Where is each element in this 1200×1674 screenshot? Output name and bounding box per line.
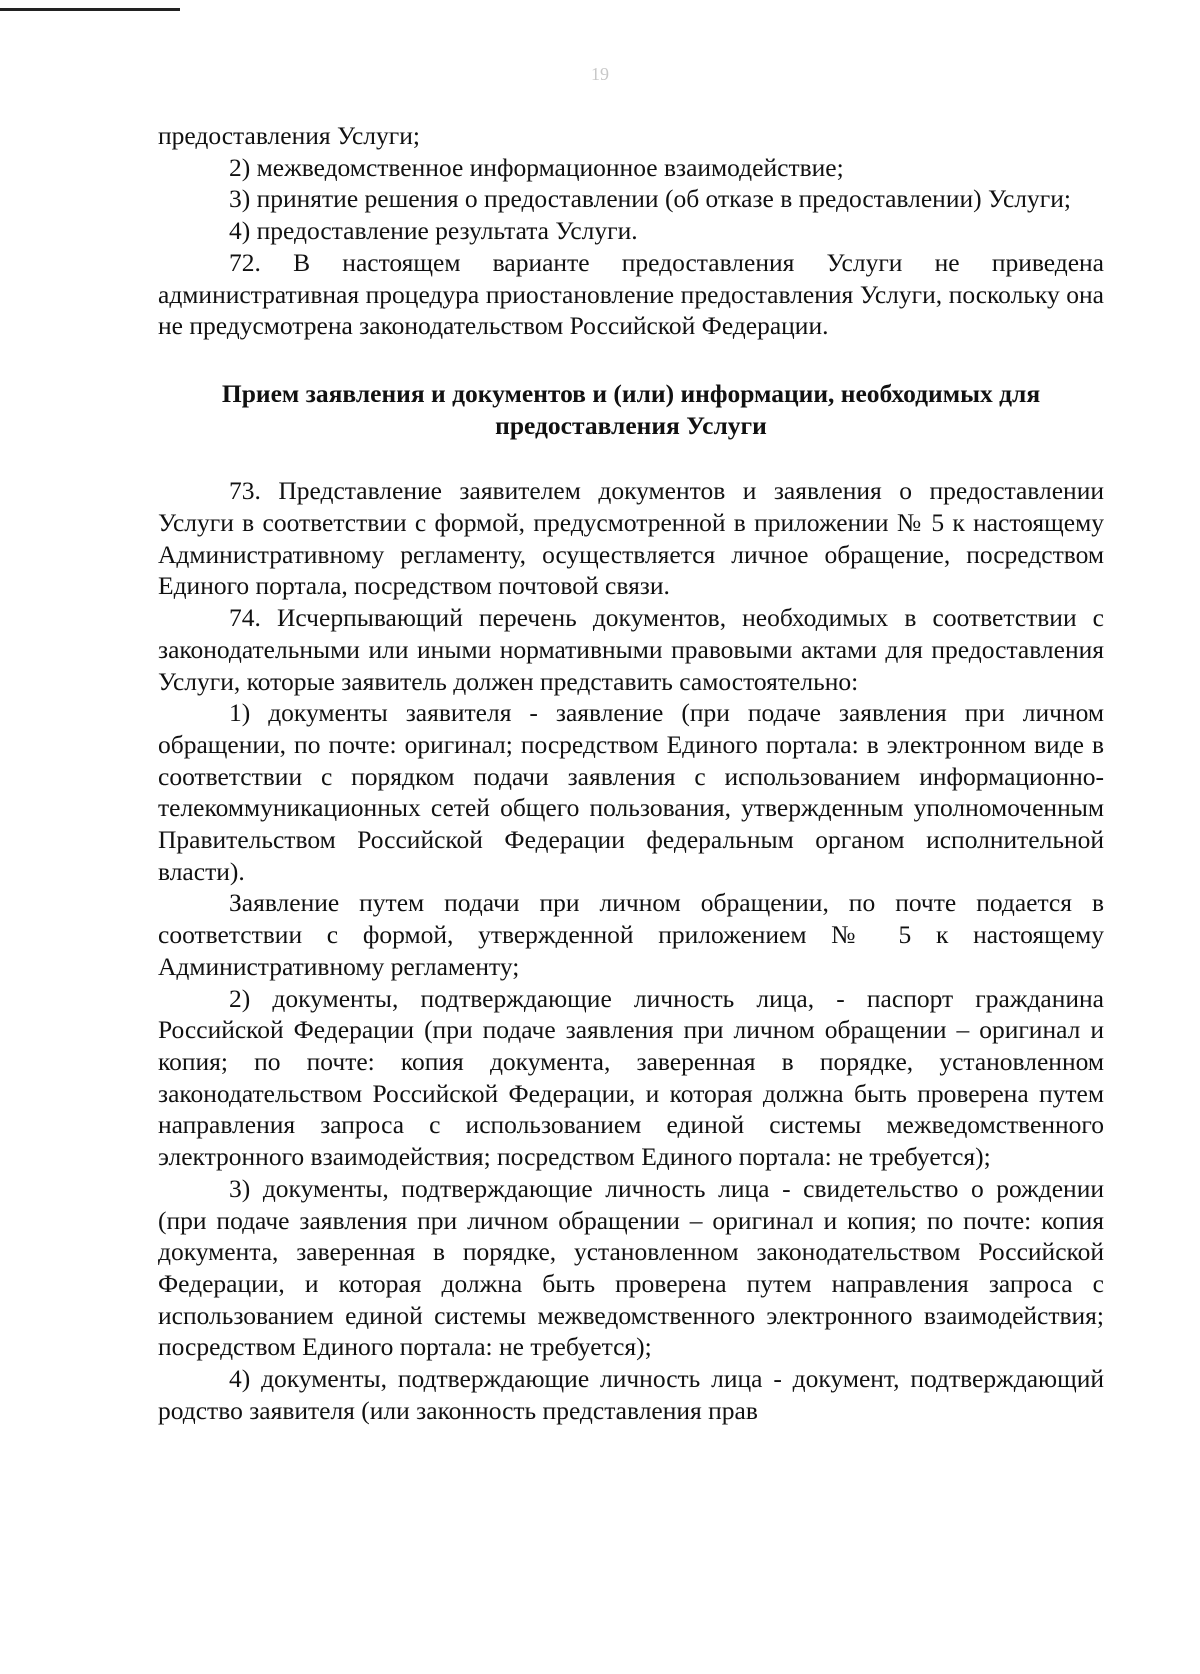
list-item-2-passport: 2) документы, подтверждающие личность лица, - паспорт гражданина Российской Федерации (при подаче заявления при личном обращении – оригинал и копия; по почте: копия документа, заверенная в порядке, установленном законодательством Российской Федерации, и которая должна быть проверена путем направления запроса с использованием единой системы межведомственного электронного взаимодействия; посредством Единого портала: не требуется); [158,983,1104,1172]
paragraph-73: 73. Представление заявителем документов и заявления о предоставлении Услуги в соответствии с формой, предусмотренной в приложении № 5 к настоящему Административному регламенту, осуществляется личное обращение, посредством Единого портала, посредством почтовой связи. [158,476,1104,601]
paragraph-72: 72. В настоящем варианте предоставления Услуги не приведена административная процедура приостановление предоставления Услуги, поскольку она не предусмотрена законодательством Российской Федерации. [158,247,1104,341]
list-item-result: 4) предоставление результата Услуги. [229,216,638,246]
top-rule [0,8,180,11]
document-body [158,120,1104,1426]
list-item-1-application: 1) документы заявителя - заявление (при подаче заявления при личном обращении, по почте: оригинал; посредством Единого портала: в электронном виде в соответствии с порядком подачи заявления с использованием информационно-телекоммуникационных сетей общего пользования, утвержденным уполномоченным Правительством Российской Федерации федеральным органом исполнительной власти). [158,698,1104,886]
list-item-decision: 3) принятие решения о предоставлении (об отказе в предоставлении) Услуги; [229,184,1071,214]
page-number: 19 [591,64,609,84]
section-heading: Прием заявления и документов и (или) информации, необходимых для предоставления Услуги [221,378,1041,440]
list-item-3-birth-certificate: 3) документы, подтверждающие личность лица - свидетельство о рождении (при подаче заявления при личном обращении – оригинал и копия; по почте: копия документа, заверенная в порядке, установленном законодательством Российской Федерации, и которая должна быть проверена путем направления запроса с использованием единой системы межведомственного электронного взаимодействия; посредством Единого портала: не требуется); [158,1173,1104,1362]
list-item-interagency: 2) межведомственное информационное взаимодействие; [229,152,844,182]
paragraph-continuation: предоставления Услуги; [158,121,420,150]
paragraph-application-form: Заявление путем подачи при личном обращении, по почте подается в соответствии с формой, утвержденной приложением № 5 к настоящему Административному регламенту; [158,888,1104,981]
paragraph-74: 74. Исчерпывающий перечень документов, необходимых в соответствии с законодательными или иными нормативными правовыми актами для предоставления Услуги, которые заявитель должен представить самостоятельно: [158,603,1104,696]
list-item-4-kinship-document: 4) документы, подтверждающие личность лица - документ, подтверждающий родство заявителя (или законность представления прав [158,1364,1104,1425]
